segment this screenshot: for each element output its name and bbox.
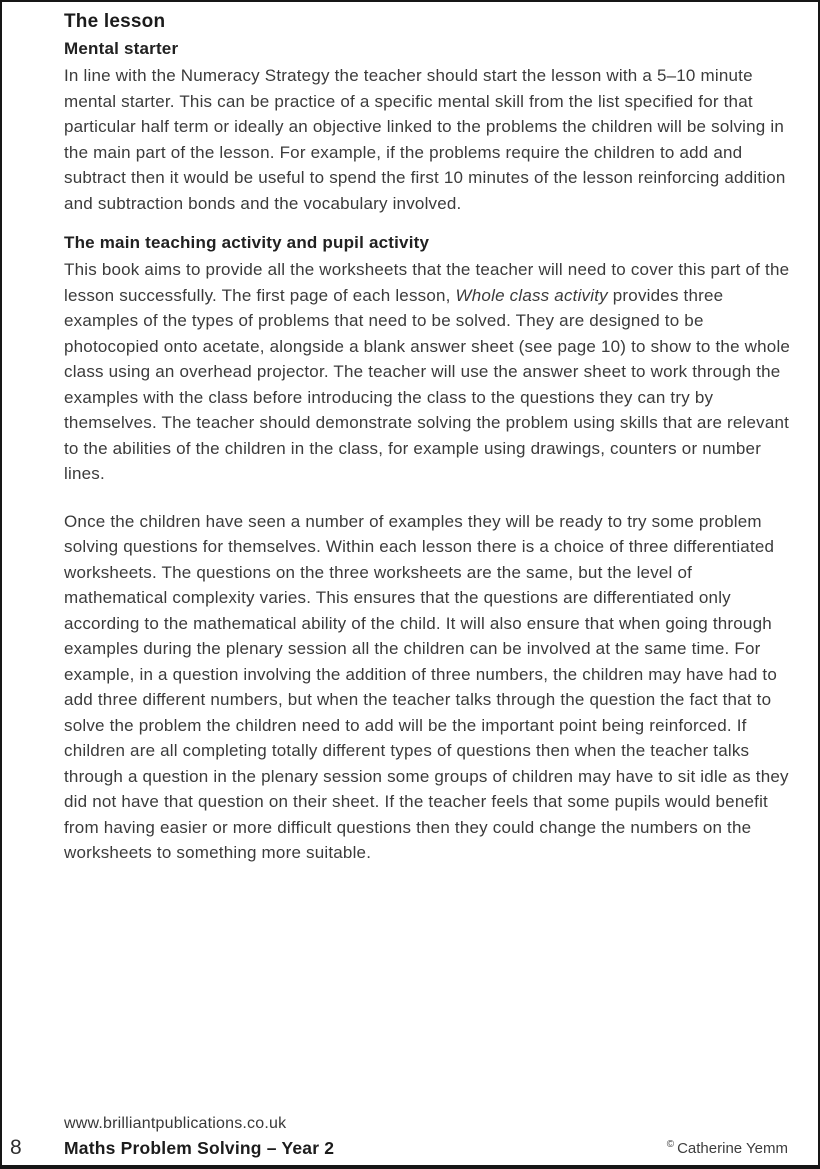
paragraph-text-before-italic: This book aims to provide all the worksheets that the teacher will need to cover this part of the lesson successfully. The first page of each lesson,	[64, 260, 790, 305]
page-content	[2, 2, 818, 866]
page-footer	[2, 1115, 818, 1159]
section-mental-starter	[64, 38, 818, 216]
paragraph-mental-starter: In line with the Numeracy Strategy the teacher should start the lesson with a 5–10 minute mental starter. This can be practice of a specific mental skill from the list specified for that particular half term or ideally an objective linked to the problems the children will be solving in the main part of the lesson. For example, if the problems require the children to add and subtract then it would be useful to spend the first 10 minutes of the lesson reinforcing addition and subtraction bonds and the vocabulary involved.	[64, 66, 786, 213]
publisher-website-url: www.brilliantpublications.co.uk	[64, 1115, 287, 1132]
paragraph-main-teaching-activity	[64, 257, 794, 487]
copyright-symbol: ©	[666, 1139, 675, 1150]
book-title: Maths Problem Solving – Year 2	[64, 1138, 335, 1158]
section-main-teaching-activity	[64, 232, 818, 487]
section-heading-mental-starter: Mental starter	[64, 39, 179, 58]
paragraph-differentiated-worksheets: Once the children have seen a number of examples they will be ready to try some problem solving questions for themselves. Within each lesson there is a choice of three differentiated worksheets. The questions on the three worksheets are the same, but the level of mathematical complexity varies. This ensures that the questions are differentiated only according to the mathematical ability of the child. It will also ensure that when going through examples during the plenary session all the children can be involved at the same time. For example, in a question involving the addition of three numbers, the children may have had to add three different numbers, but when the teacher talks through the question the fact that to solve the problem the children need to add will be the important point being reinforced. If children are all completing totally different types of questions then when the teacher talks through a question in the plenary session some groups of children may have to sit idle as they did not have that question on their sheet. If the teacher feels that some pupils would benefit from having easier or more difficult questions then they could change the numbers on the worksheets to something more suitable.	[64, 511, 789, 862]
copyright-name: Catherine Yemm	[677, 1140, 788, 1157]
footer-row	[2, 1135, 818, 1159]
paragraph-text-after-italic: provides three examples of the types of problems that need to be solved. They are designed to be photocopied onto acetate, alongside a blank answer sheet (see page 10) to show to the whole class using an overhead projector. The teacher will use the answer sheet to work through the examples with the class before introducing the class to the questions they can try by themselves. The teacher should demonstrate solving the problem using skills that are relevant to the abilities of the children in the class, for example using drawings, counters or number lines.	[64, 285, 791, 483]
copyright-notice	[667, 1135, 788, 1159]
paragraph-text-italic-phrase: Whole class activity	[455, 285, 608, 305]
page-title: The lesson	[64, 11, 166, 32]
section-heading-main-teaching-activity: The main teaching activity and pupil activity	[64, 233, 430, 252]
page-number: 8	[10, 1136, 22, 1159]
